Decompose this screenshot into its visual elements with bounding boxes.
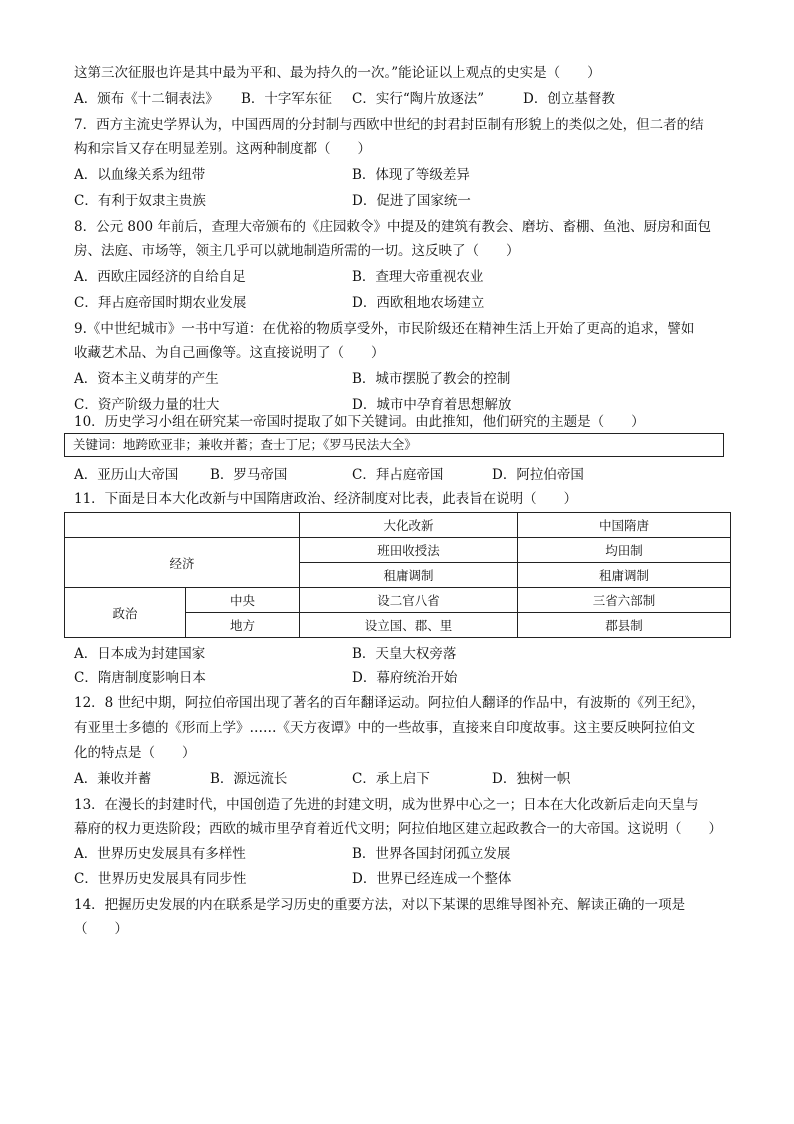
q9-option-d: D．城市中孕育着思想解放 xyxy=(352,397,512,413)
table-corner-cell xyxy=(65,513,300,538)
q13-option-a: A．世界历史发展具有多样性 xyxy=(74,846,246,862)
table-header-china: 中国隋唐 xyxy=(518,513,731,538)
question-12-line-2: 有亚里士多德的《形而上学》……《天方夜谭》中的一些故事，直接来自印度故事。这主要反映阿拉伯文 xyxy=(74,720,695,736)
question-7-line-2: 构和宗旨又存在明显差别。这两种制度都（ ） xyxy=(74,141,371,157)
q9-option-a: A．资本主义萌芽的产生 xyxy=(74,371,219,387)
question-13-line-2: 幕府的权力更迭阶段；西欧的城市里孕育着近代文明；阿拉伯地区建立起政教合一的大帝国。这说明（ ） xyxy=(74,821,722,837)
q10-option-c: C．拜占庭帝国 xyxy=(352,467,444,483)
q13-option-c: C．世界历史发展具有同步性 xyxy=(74,871,247,887)
table-row xyxy=(65,588,731,613)
question-11-stem: 11．下面是日本大化改新与中国隋唐政治、经济制度对比表，此表旨在说明（ ） xyxy=(74,491,578,507)
table-row xyxy=(65,538,731,563)
q11-option-b: B．天皇大权旁落 xyxy=(352,646,457,662)
q10-option-a: A．亚历山大帝国 xyxy=(74,467,179,483)
question-12-line-3: 化的特点是（ ） xyxy=(74,745,196,761)
q6-option-a: A．颁布《十二铜表法》 xyxy=(74,91,219,107)
q7-option-b: B．体现了等级差异 xyxy=(352,167,470,183)
q12-option-b: B．源远流长 xyxy=(210,771,288,787)
q11-option-c: C．隋唐制度影响日本 xyxy=(74,670,206,686)
q6-option-c: C．实行“陶片放逐法” xyxy=(352,91,485,107)
q6-option-d: D．创立基督教 xyxy=(523,91,615,107)
table-subcategory: 地方 xyxy=(186,613,300,638)
q13-option-d: D．世界已经连成一个整体 xyxy=(352,871,512,887)
q12-option-d: D．独树一帜 xyxy=(492,771,571,787)
comparison-table xyxy=(64,512,731,638)
question-10-stem: 10．历史学习小组在研究某一帝国时提取了如下关键词。由此推知，他们研究的主题是（ ） xyxy=(74,414,645,430)
table-economy-label: 经济 xyxy=(65,538,300,588)
table-politics-label: 政治 xyxy=(65,588,186,638)
question-12-line-1: 12．8 世纪中期，阿拉伯帝国出现了著名的百年翻译运动。阿拉伯人翻译的作品中，有波斯的《列王纪》， xyxy=(74,695,705,711)
q8-option-a: A．西欧庄园经济的自给自足 xyxy=(74,269,246,285)
question-13-line-1: 13．在漫长的封建时代，中国创造了先进的封建文明，成为世界中心之一；日本在大化改新后走向天皇与 xyxy=(74,797,699,813)
q7-option-a: A．以血缘关系为纽带 xyxy=(74,167,206,183)
q12-option-a: A．兼收并蓄 xyxy=(74,771,152,787)
question-9-line-2: 收藏艺术品、为自己画像等。这直接说明了（ ） xyxy=(74,345,385,361)
question-8-line-2: 房、法庭、市场等，领主几乎可以就地制造所需的一切。这反映了（ ） xyxy=(74,243,520,259)
table-cell: 租庸调制 xyxy=(300,563,518,588)
q9-option-c: C．资产阶级力量的壮大 xyxy=(74,397,220,413)
q8-option-d: D．西欧租地农场建立 xyxy=(352,295,485,311)
table-cell: 租庸调制 xyxy=(518,563,731,588)
q10-option-d: D．阿拉伯帝国 xyxy=(492,467,584,483)
keyword-box: 关键词：地跨欧亚非；兼收并蓄；查士丁尼；《罗马民法大全》 xyxy=(64,433,724,457)
table-cell: 设二官八省 xyxy=(300,588,518,613)
question-7-line-1: 7．西方主流史学界认为，中国西周的分封制与西欧中世纪的封君封臣制有形貌上的类似之处，但二者的结 xyxy=(74,117,704,133)
q6-option-b: B．十字军东征 xyxy=(241,91,332,107)
q8-option-c: C．拜占庭帝国时期农业发展 xyxy=(74,295,247,311)
table-cell: 三省六部制 xyxy=(518,588,731,613)
table-subcategory: 中央 xyxy=(186,588,300,613)
question-14-line-1: 14．把握历史发展的内在联系是学习历史的重要方法，对以下某课的思维导图补充、解读正确的一项是 xyxy=(74,897,686,913)
table-cell: 郡县制 xyxy=(518,613,731,638)
q9-option-b: B．城市摆脱了教会的控制 xyxy=(352,371,511,387)
q11-option-a: A．日本成为封建国家 xyxy=(74,646,206,662)
table-cell: 设立国、郡、里 xyxy=(300,613,518,638)
question-9-line-1: 9.《中世纪城市》一书中写道：在优裕的物质享受外，市民阶级还在精神生活上开始了更高的追求，譬如 xyxy=(74,321,695,337)
q7-option-c: C．有利于奴隶主贵族 xyxy=(74,193,206,209)
table-header-reform: 大化改新 xyxy=(300,513,518,538)
q13-option-b: B．世界各国封闭孤立发展 xyxy=(352,846,511,862)
q8-option-b: B．查理大帝重视农业 xyxy=(352,269,484,285)
question-8-line-1: 8．公元 800 年前后，查理大帝颁布的《庄园敕令》中提及的建筑有教会、磨坊、畜棚、鱼池、厨房和面包 xyxy=(74,219,711,235)
table-cell: 班田收授法 xyxy=(300,538,518,563)
table-row xyxy=(65,513,731,538)
q7-option-d: D．促进了国家统一 xyxy=(352,193,471,209)
q11-option-d: D．幕府统治开始 xyxy=(352,670,458,686)
question-14-line-2: （ ） xyxy=(74,921,128,937)
q10-option-b: B．罗马帝国 xyxy=(210,467,288,483)
q12-option-c: C．承上启下 xyxy=(352,771,430,787)
question-6-stem-tail: 这第三次征服也许是其中最为平和、最为持久的一次。”能论证以上观点的史实是（ ） xyxy=(74,65,601,81)
table-cell: 均田制 xyxy=(518,538,731,563)
